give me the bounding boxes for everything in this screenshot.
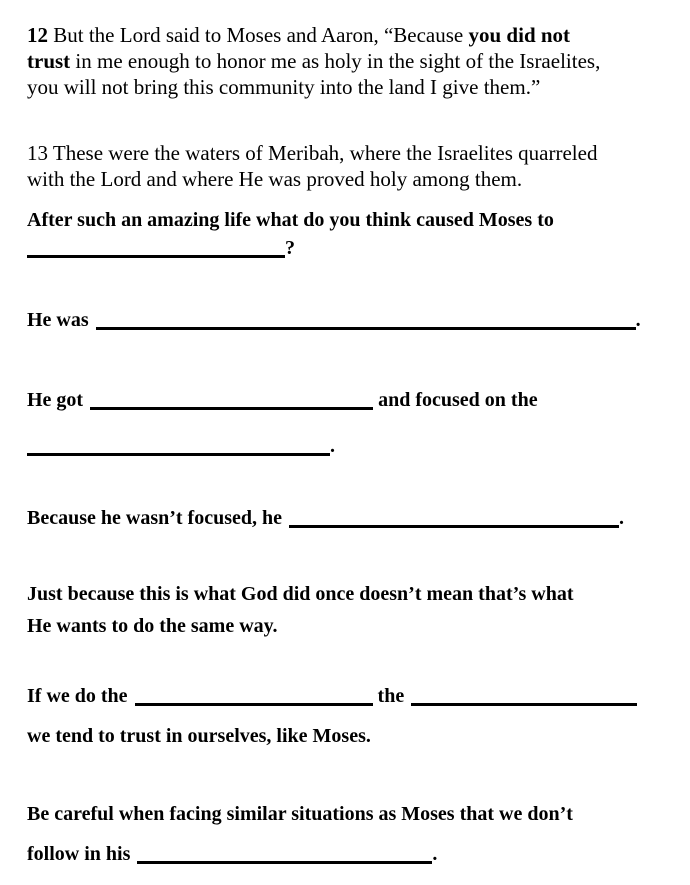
verse-13-line-2: with the Lord and where He was proved holy among them. — [27, 167, 523, 191]
question-5-prefix: If we do the — [27, 685, 128, 707]
verse-12-text-2: in me enough to honor me as holy in the sight of the Israelites, — [70, 49, 601, 73]
question-3-row-2 — [27, 432, 665, 460]
fill-in-blank — [90, 390, 373, 410]
verse-12-paragraph — [27, 22, 665, 100]
question-4-prefix: Because he wasn’t focused, he — [27, 507, 282, 529]
question-4 — [27, 504, 665, 532]
question-3-middle: and focused on the — [378, 389, 538, 411]
verse-13-paragraph — [27, 140, 665, 192]
question-5-middle: the — [377, 685, 405, 707]
fill-in-blank — [135, 686, 373, 706]
question-6 — [27, 800, 665, 868]
verse-12-line-2 — [27, 48, 665, 74]
fill-in-blank — [96, 310, 636, 330]
verse-12-bold-phrase-2: trust — [27, 49, 71, 73]
fill-in-blank — [411, 686, 637, 706]
question-4-punct: . — [619, 507, 624, 529]
verse-12-line-1 — [27, 22, 665, 48]
question-3-row-1 — [27, 386, 665, 414]
verse-12-text-1: But the Lord said to Moses and Aaron, “Because — [48, 23, 469, 47]
question-1-text: After such an amazing life what do you think caused Moses to — [27, 209, 554, 231]
question-2 — [27, 306, 665, 334]
question-1-punct: ? — [285, 237, 295, 259]
question-2-punct: . — [635, 309, 641, 331]
question-1 — [27, 206, 665, 262]
question-6-row-2 — [27, 840, 665, 868]
question-6-row-1: Be careful when facing similar situations as Moses that we don’t — [27, 803, 573, 825]
fill-in-blank — [27, 436, 330, 456]
question-3-punct: . — [330, 435, 335, 457]
question-5 — [27, 682, 665, 750]
question-2-prefix: He was — [27, 309, 89, 331]
question-6-punct: . — [432, 843, 438, 865]
statement-paragraph — [27, 578, 665, 642]
verse-12-bold-phrase-1: you did not — [468, 23, 571, 47]
fill-in-blank — [137, 844, 432, 864]
question-3 — [27, 386, 665, 460]
statement-line-1: Just because this is what God did once doesn’t mean that’s what — [27, 583, 574, 605]
question-3-prefix: He got — [27, 389, 84, 411]
verse-12-number: 12 — [27, 23, 48, 47]
fill-in-blank — [289, 508, 619, 528]
verse-12-text-3: you will not bring this community into the land I give them.” — [27, 75, 541, 99]
verse-13-line-1: 13 These were the waters of Meribah, where the Israelites quarreled — [27, 141, 598, 165]
question-5-row-2: we tend to trust in ourselves, like Moses. — [27, 725, 371, 747]
fill-in-blank — [27, 238, 285, 258]
verse-12-line-3 — [27, 74, 665, 100]
statement-line-2: He wants to do the same way. — [27, 615, 278, 637]
question-5-row-1 — [27, 682, 665, 710]
question-6-prefix: follow in his — [27, 843, 131, 865]
question-1-blank-row — [27, 234, 665, 262]
